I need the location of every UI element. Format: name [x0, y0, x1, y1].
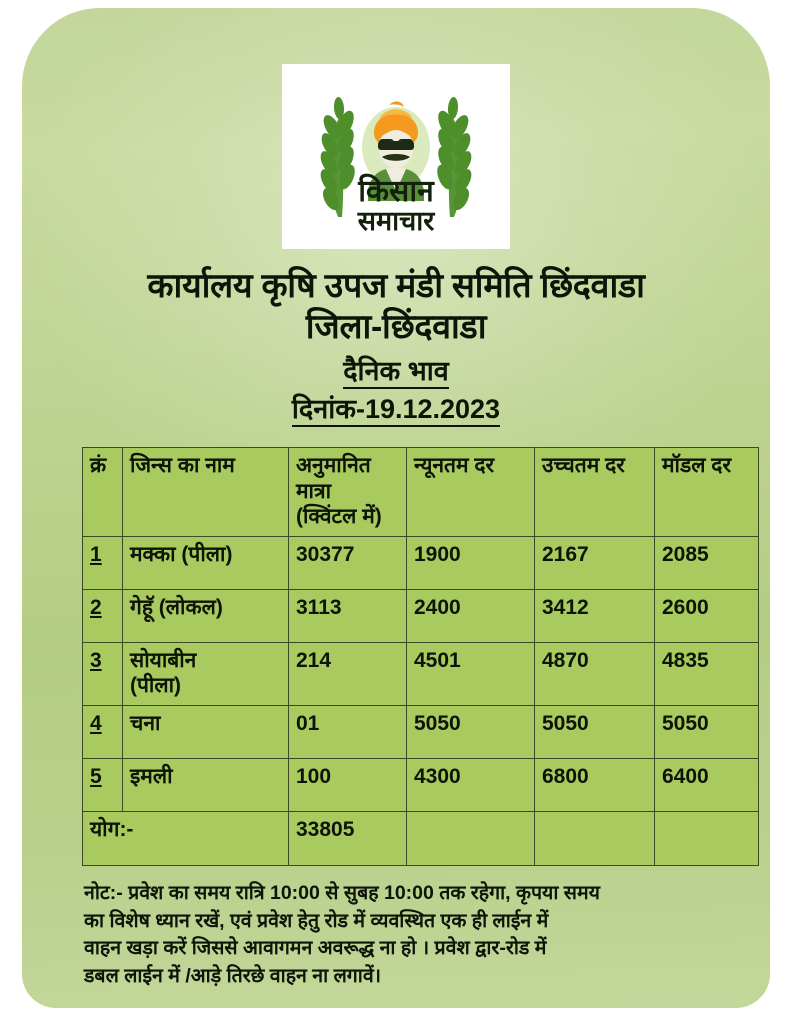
total-modal-rate: [655, 812, 759, 866]
col-header-quantity: [289, 448, 407, 537]
row-serial: 3: [83, 642, 123, 705]
row-max-rate: 6800: [535, 759, 655, 812]
total-quantity: 33805: [289, 812, 407, 866]
row-max-rate: 5050: [535, 706, 655, 759]
row-serial: 4: [83, 706, 123, 759]
total-min-rate: [407, 812, 535, 866]
row-min-rate: 2400: [407, 589, 535, 642]
row-commodity: इमली: [123, 759, 289, 812]
page-date-text: दिनांक-19.12.2023: [292, 394, 500, 427]
row-serial: 1: [83, 536, 123, 589]
row-max-rate: 2167: [535, 536, 655, 589]
row-commodity: गेहॅू (लोकल): [123, 589, 289, 642]
logo-text-line2: समाचार: [357, 205, 435, 236]
kisan-samachar-logo: [282, 64, 510, 249]
row-modal-rate: 2085: [655, 536, 759, 589]
row-commodity-line1: सोयाबीन: [130, 648, 197, 672]
row-min-rate: 4300: [407, 759, 535, 812]
row-serial: 2: [83, 589, 123, 642]
row-modal-rate: 2600: [655, 589, 759, 642]
row-min-rate: 5050: [407, 706, 535, 759]
row-max-rate: 4870: [535, 642, 655, 705]
row-modal-rate: 5050: [655, 706, 759, 759]
wheat-stalk-left-icon: [317, 96, 358, 216]
page-title-line1: कार्यालय कृषि उपज मंडी समिति छिंदवाडा: [147, 267, 645, 305]
row-commodity: चना: [123, 706, 289, 759]
poster-card: [22, 8, 770, 1008]
page-subtitle: [22, 354, 770, 389]
table-row: [83, 706, 759, 759]
total-label: योग:-: [83, 812, 289, 866]
total-max-rate: [535, 812, 655, 866]
rates-table-wrapper: [82, 447, 758, 866]
footer-note-line1: नोट:- प्रवेश का समय रात्रि 10:00 से सुबह 10:00 तक रहेगा, कृपया समय: [84, 882, 600, 904]
col-header-serial: क्रं: [83, 448, 123, 537]
table-row: [83, 536, 759, 589]
footer-note: [84, 880, 724, 991]
row-max-rate: 3412: [535, 589, 655, 642]
row-commodity-line2: (पीला): [130, 674, 182, 698]
row-serial: 5: [83, 759, 123, 812]
footer-note-line3: वाहन खड़ा करें जिससे आवागमन अवरूद्ध ना हो । प्रवेश द्वार-रोड में: [84, 937, 547, 960]
row-commodity: [123, 642, 289, 705]
row-quantity: 3113: [289, 589, 407, 642]
row-quantity: 214: [289, 642, 407, 705]
col-header-quantity-line3: (क्विंटल में): [296, 505, 382, 529]
page-title-line2: जिला-छिंदवाडा: [305, 308, 487, 347]
table-total-row: [83, 812, 759, 866]
row-quantity: 01: [289, 706, 407, 759]
row-min-rate: 4501: [407, 642, 535, 705]
logo-artwork: [296, 75, 496, 239]
col-header-min-rate: न्यूनतम दर: [407, 448, 535, 537]
page-date: [22, 392, 770, 427]
table-row: [83, 759, 759, 812]
col-header-modal-rate: मॉडल दर: [655, 448, 759, 537]
row-modal-rate: 6400: [655, 759, 759, 812]
col-header-quantity-line2: मात्रा: [296, 479, 332, 503]
row-quantity: 100: [289, 759, 407, 812]
footer-note-line2: का विशेष ध्यान रखें, एवं प्रवेश हेतु रोड में व्यवस्थित एक ही लाईन में: [84, 909, 549, 932]
col-header-commodity: जिन्स का नाम: [123, 448, 289, 537]
col-header-max-rate: उच्चतम दर: [535, 448, 655, 537]
col-header-quantity-line1: अनुमानित: [296, 454, 371, 477]
row-modal-rate: 4835: [655, 642, 759, 705]
wheat-stalk-right-icon: [434, 96, 475, 216]
row-quantity: 30377: [289, 536, 407, 589]
row-commodity: मक्का (पीला): [123, 536, 289, 589]
page-subtitle-text: दैनिक भाव: [343, 356, 449, 389]
header-block: [22, 266, 770, 427]
logo-text-line1: किसान: [358, 174, 434, 208]
footer-note-line4: डबल लाईन में /आड़े तिरछे वाहन ना लगावें।: [84, 965, 382, 988]
row-min-rate: 1900: [407, 536, 535, 589]
rates-table: [82, 447, 759, 866]
table-row: [83, 589, 759, 642]
table-row: [83, 642, 759, 705]
table-header-row: [83, 448, 759, 537]
